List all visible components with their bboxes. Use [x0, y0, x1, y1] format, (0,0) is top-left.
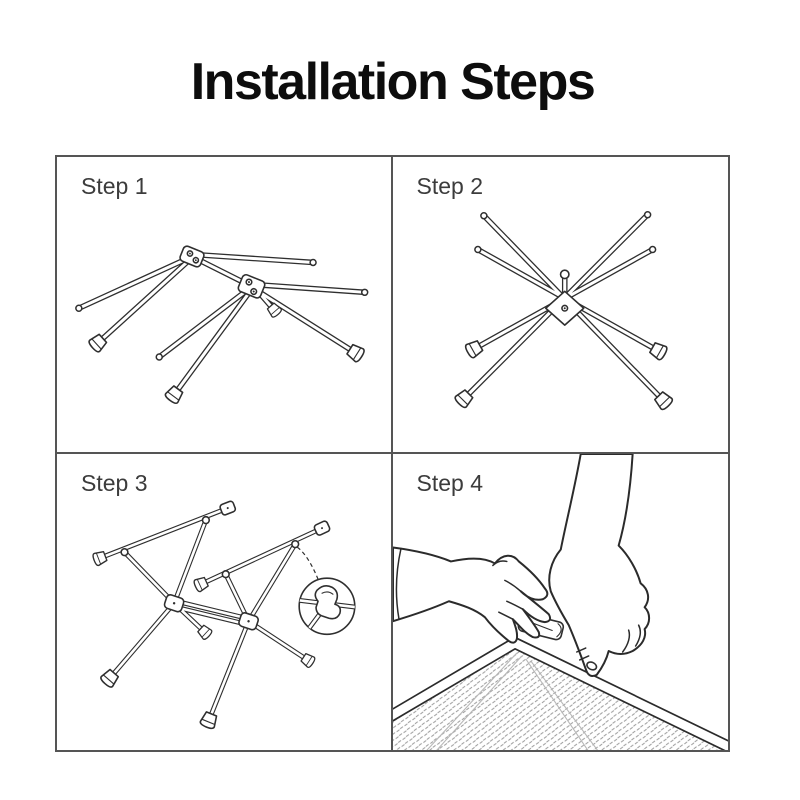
step-3-label: Step 3	[81, 469, 148, 496]
right-hand	[549, 454, 649, 676]
step-2-illustration	[393, 157, 729, 452]
step-1-panel	[57, 157, 393, 454]
mesh-fabric	[393, 641, 729, 750]
step-2-label: Step 2	[416, 173, 483, 199]
corner-bracket-right	[313, 520, 330, 536]
steps-grid	[55, 155, 730, 752]
step-4-illustration	[393, 454, 729, 751]
step-2-panel	[393, 157, 729, 454]
left-hand	[393, 547, 550, 642]
step-4-panel	[393, 454, 729, 751]
step-3-panel	[57, 454, 393, 751]
step-1-illustration	[57, 157, 391, 452]
corner-bracket-left	[219, 500, 236, 515]
page-title: Installation Steps	[190, 53, 595, 111]
center-hub	[545, 270, 583, 325]
step-3-illustration	[57, 454, 391, 751]
step-1-label: Step 1	[81, 173, 148, 199]
right-leg-hub	[238, 611, 259, 630]
magnifier-leader-line	[297, 547, 318, 579]
step-4-label: Step 4	[416, 469, 483, 496]
